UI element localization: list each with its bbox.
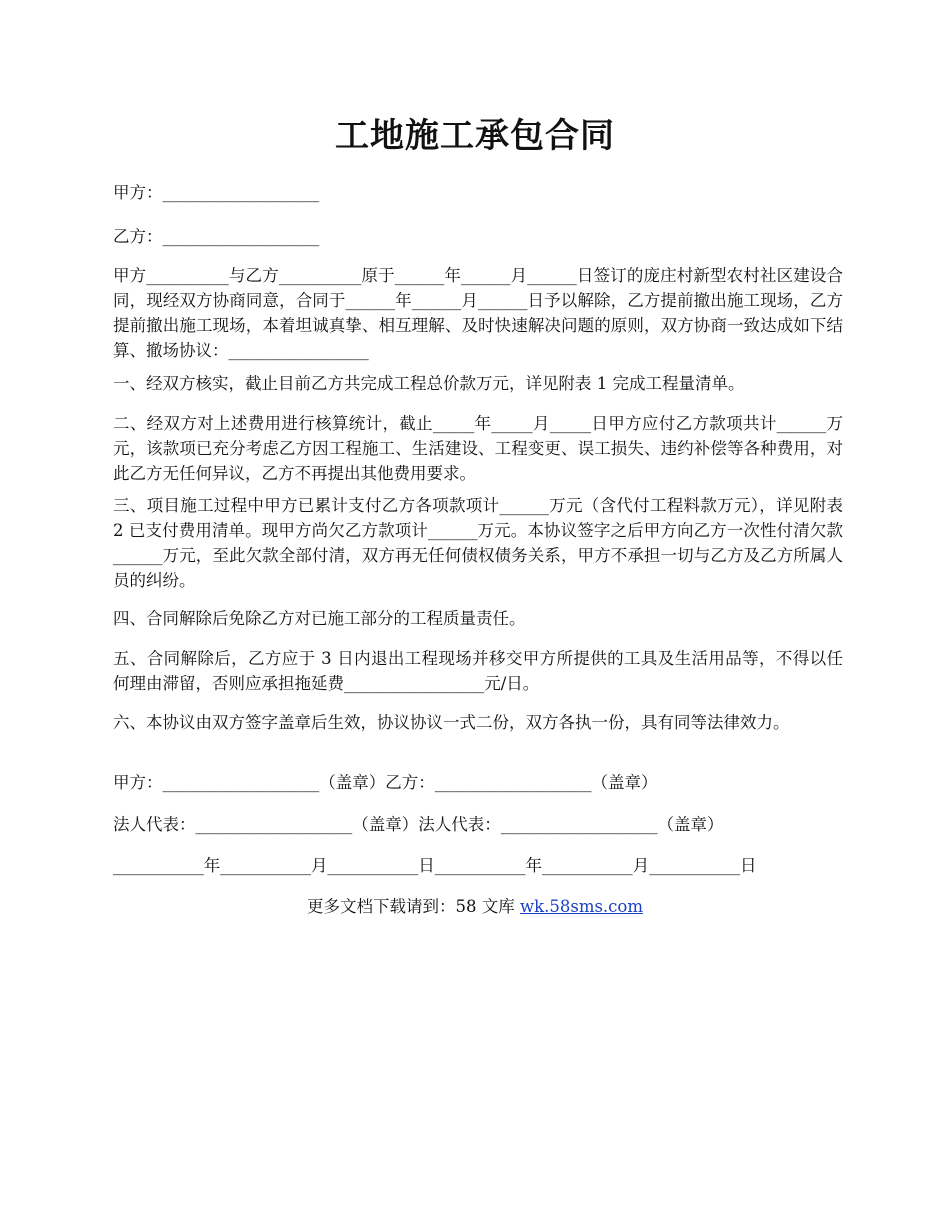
- party-b-line: 乙方：___________________: [113, 227, 320, 246]
- party-a-line: 甲方：___________________: [113, 183, 320, 202]
- clause-1: 一、经双方核实，截止目前乙方共完成工程总价款万元，详见附表 1 完成工程量清单。: [113, 374, 745, 393]
- clause-4: 四、合同解除后免除乙方对已施工部分的工程质量责任。: [113, 609, 526, 628]
- clause-2: 二、经双方对上述费用进行核算统计，截止_____年_____月_____日甲方应付乙方款项共计______万元，该款项已充分考虑乙方因工程施工、生活建设、工程变更、误工损失、违约补偿等各种费用，对此乙方无任何异议，乙方不再提出其他费用要求。: [113, 414, 843, 483]
- footer-link[interactable]: wk.58sms.com: [519, 897, 643, 916]
- clause-5: 五、合同解除后，乙方应于 3 日内退出工程现场并移交甲方所提供的工具及生活用品等，不得以任何理由滞留，否则应承担拖延费_________________元/日。: [113, 649, 843, 693]
- intro-paragraph: 甲方__________与乙方__________原于______年______月______日签订的庞庄村新型农村社区建设合同，现经双方协商同意，合同于______年______月______日予以解除，乙方提前撤出施工现场，乙方提前撤出施工现场，本着坦诚真挚、相互理解、及时快速解决问题的原则，双方协商一致达成如下结算、撤场协议：_________________: [113, 266, 843, 360]
- signature-representatives-line: 法人代表：___________________（盖章）法人代表：___________________（盖章）: [113, 815, 724, 834]
- footer-text: 更多文档下载请到：58 文库: [306, 897, 520, 916]
- signature-dates-line: ___________年___________月___________日___________年___________月___________日: [113, 856, 757, 875]
- signature-parties-line: 甲方：___________________（盖章）乙方：___________________（盖章）: [113, 773, 658, 792]
- document-title: 工地施工承包合同: [335, 116, 615, 156]
- clause-3: 三、项目施工过程中甲方已累计支付乙方各项款项计______万元（含代付工程料款万元），详见附表 2 已支付费用清单。现甲方尚欠乙方款项计______万元。本协议签字之后甲方向乙方一次性付清欠款______万元，至此欠款全部付清，双方再无任何债权债务关系，甲方不承担一切与乙方及乙方所属人员的纠纷。: [113, 496, 843, 590]
- footer-note: [0, 894, 950, 919]
- clause-6: 六、本协议由双方签字盖章后生效，协议协议一式二份，双方各执一份，具有同等法律效力。: [113, 713, 790, 732]
